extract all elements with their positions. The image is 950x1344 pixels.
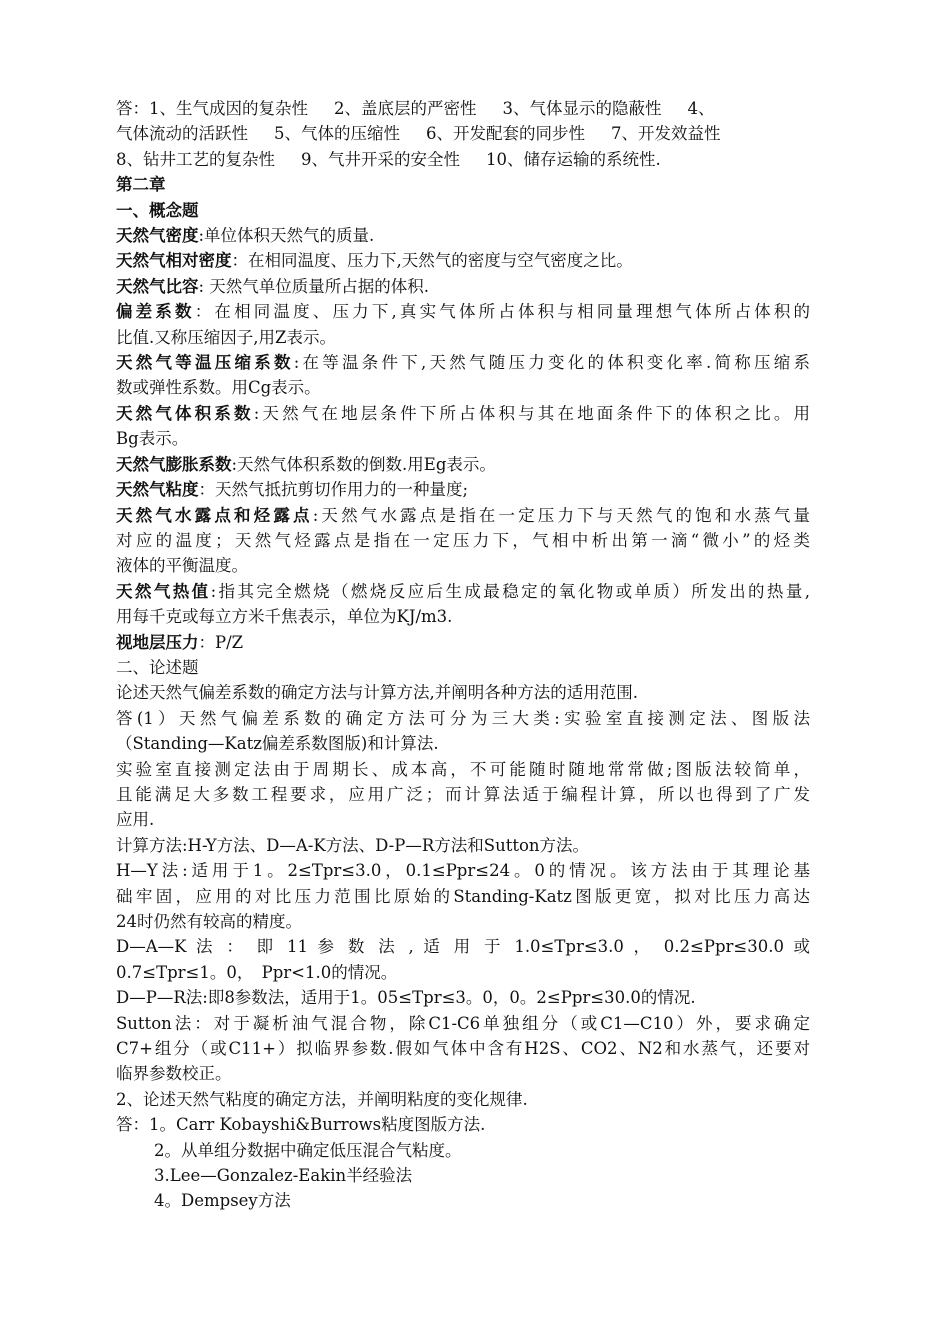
answer-1-line: C7+组分（或C11+）拟临界参数.假如气体中含有H2S、CO2、N2和水蒸气，还要对 bbox=[116, 1039, 810, 1059]
definition-term: 天然气比容 bbox=[116, 276, 199, 296]
intro-item: 2、盖底层的严密性 bbox=[334, 99, 477, 118]
definition-text: ：天然气抵抗剪切作用力的一种量度; bbox=[198, 480, 469, 500]
answer-1-line: 计算方法:H-Y方法、D—A-K方法、D-P—R方法和Sutton方法。 bbox=[116, 835, 590, 855]
definition-text: ：在相同温度、压力下,真实气体所占体积与相同量理想气体所占体积的 bbox=[194, 302, 810, 322]
definition-expansion-factor bbox=[116, 452, 810, 477]
definition-apparent-pressure bbox=[116, 630, 810, 655]
definition-term: 天然气相对密度 bbox=[116, 251, 232, 271]
definition-text: :指其完全燃烧（燃烧反应后生成最稳定的氧化物或单质）所发出的热量, bbox=[210, 581, 811, 601]
intro-item: 5、气体的压缩性 bbox=[274, 124, 400, 144]
answer-1-line: D—P—R法:即8参数法，适用于1。05≤Tpr≤3。0，0。2≤Ppr≤30.0的情况. bbox=[116, 988, 696, 1008]
definition-viscosity bbox=[116, 477, 810, 502]
definition-term: 天然气粘度 bbox=[116, 480, 199, 500]
answer-2-item: 3.Lee—Gonzalez-Eakin半经验法 bbox=[154, 1166, 413, 1186]
definition-text: ：在相同温度、压力下,天然气的密度与空气密度之比。 bbox=[231, 251, 633, 271]
definition-term: 天然气水露点和烃露点 bbox=[116, 505, 313, 525]
definition-dew-point-cont-2: 液体的平衡温度。 bbox=[116, 556, 248, 576]
answer-label: 答： bbox=[116, 1115, 149, 1135]
definition-term: 偏差系数 bbox=[116, 302, 195, 322]
definition-term: 天然气膨胀系数 bbox=[116, 454, 232, 474]
definition-text: ：P/Z bbox=[198, 632, 244, 652]
intro-item: 6、开发配套的同步性 bbox=[426, 124, 585, 144]
intro-item: 气体流动的活跃性 bbox=[116, 124, 248, 144]
definition-compressibility bbox=[116, 350, 810, 375]
answer-1-line: （Standing—Katz偏差系数图版)和计算法. bbox=[116, 734, 439, 754]
answer-1-line: 答(1）天然气偏差系数的确定方法可分为三大类:实验室直接测定法、图版法 bbox=[116, 708, 810, 728]
definition-heating-value-cont: 用每千克或每立方米千焦表示，单位为KJ/m3. bbox=[116, 607, 453, 627]
definition-term: 天然气热值 bbox=[116, 581, 211, 601]
answer-1-line: Sutton法：对于凝析油气混合物，除C1-C6单独组分（或C1—C10）外，要求确定 bbox=[116, 1013, 810, 1033]
answer-1-line: 且能满足大多数工程要求，应用广泛；而计算法适于编程计算，所以也得到了广发 bbox=[116, 784, 810, 804]
document-page bbox=[116, 96, 810, 1214]
definition-density bbox=[116, 223, 810, 248]
intro-item: 1、生气成因的复杂性 bbox=[149, 99, 308, 118]
definition-text: :在等温条件下,天然气随压力变化的体积变化率.简称压缩系 bbox=[293, 353, 810, 373]
definition-term: 天然气密度 bbox=[116, 226, 199, 246]
definition-term: 天然气等温压缩系数 bbox=[116, 353, 294, 373]
definition-text: :天然气水露点是指在一定压力下与天然气的饱和水蒸气量 bbox=[312, 505, 811, 525]
definition-dew-point bbox=[116, 503, 810, 528]
intro-item: 3、气体显示的隐蔽性 bbox=[502, 99, 662, 118]
definition-dew-point-cont: 对应的温度；天然气烃露点是指在一定压力下，气相中析出第一滴“微小”的烃类 bbox=[116, 530, 810, 550]
definition-text: :单位体积天然气的质量. bbox=[198, 226, 375, 246]
intro-item: 10、储存运输的系统性. bbox=[486, 149, 661, 169]
answer-2-item bbox=[116, 1112, 810, 1137]
definition-heating-value bbox=[116, 579, 810, 604]
intro-answer-line-3 bbox=[116, 147, 810, 172]
section-title-concepts: 一、概念题 bbox=[116, 200, 199, 220]
answer-1-line: H—Y法:适用于1。2≤Tpr≤3.0，0.1≤Ppr≤24。0的情况。该方法由于其理论基 bbox=[116, 861, 810, 881]
intro-item: 8、钻井工艺的复杂性 bbox=[116, 149, 275, 169]
answer-1-line: 24时仍然有较高的精度。 bbox=[116, 912, 302, 931]
definition-volume-factor-cont: Bg表示。 bbox=[116, 429, 189, 449]
intro-answer-line-1 bbox=[116, 96, 810, 121]
definition-text: :天然气在地层条件下所占体积与其在地面条件下的体积之比。用 bbox=[253, 403, 810, 423]
definition-relative-density bbox=[116, 248, 810, 273]
answer-1-line: 应用. bbox=[116, 810, 155, 830]
answer-1-line: 0.7≤Tpr≤1。0， Ppr<1.0的情况。 bbox=[116, 962, 398, 982]
answer-2-item: 4。Dempsey方法 bbox=[154, 1191, 291, 1211]
definition-deviation-factor bbox=[116, 299, 810, 324]
answer-label: 答： bbox=[116, 99, 149, 118]
definition-compressibility-cont: 数或弹性系数。用Cg表示。 bbox=[116, 378, 321, 398]
intro-answer-line-2 bbox=[116, 121, 810, 146]
answer-2-item: 2。从单组分数据中确定低压混合气粘度。 bbox=[154, 1140, 462, 1160]
answer-2-text: 1。Carr Kobayshi&Burrows粘度图版方法. bbox=[149, 1115, 486, 1135]
question-1: 论述天然气偏差系数的确定方法与计算方法,并阐明各种方法的适用范围. bbox=[116, 683, 638, 703]
definition-specific-volume bbox=[116, 274, 810, 299]
intro-item: 4、 bbox=[687, 99, 715, 118]
definition-term: 天然气体积系数 bbox=[116, 403, 254, 423]
section-title-essay: 二、论述题 bbox=[116, 657, 199, 677]
answer-1-line: 临界参数校正。 bbox=[116, 1064, 232, 1084]
question-2: 2、论述天然气粘度的确定方法，并阐明粘度的变化规律. bbox=[116, 1089, 528, 1109]
intro-item: 9、气井开采的安全性 bbox=[301, 149, 460, 169]
definition-text: : 天然气单位质量所占据的体积. bbox=[198, 276, 430, 296]
definition-volume-factor bbox=[116, 401, 810, 426]
answer-1-line: 实验室直接测定法由于周期长、成本高，不可能随时随地常常做;图版法较简单， bbox=[116, 759, 810, 779]
chapter-title: 第二章 bbox=[116, 175, 166, 195]
definition-term: 视地层压力 bbox=[116, 632, 199, 652]
answer-1-line: D—A—K 法 ： 即 11 参 数 法 , 适 用 于 1.0≤Tpr≤3.0 ， 0.2≤Ppr≤30.0 或 bbox=[116, 937, 810, 957]
answer-1-line: 础牢固，应用的对比压力范围比原始的Standing-Katz图版更宽，拟对比压力高达 bbox=[116, 886, 810, 906]
definition-deviation-factor-cont: 比值.又称压缩因子,用Z表示。 bbox=[116, 327, 336, 347]
definition-text: :天然气体积系数的倒数.用Eg表示。 bbox=[231, 454, 496, 474]
intro-item: 7、开发效益性 bbox=[611, 124, 721, 144]
